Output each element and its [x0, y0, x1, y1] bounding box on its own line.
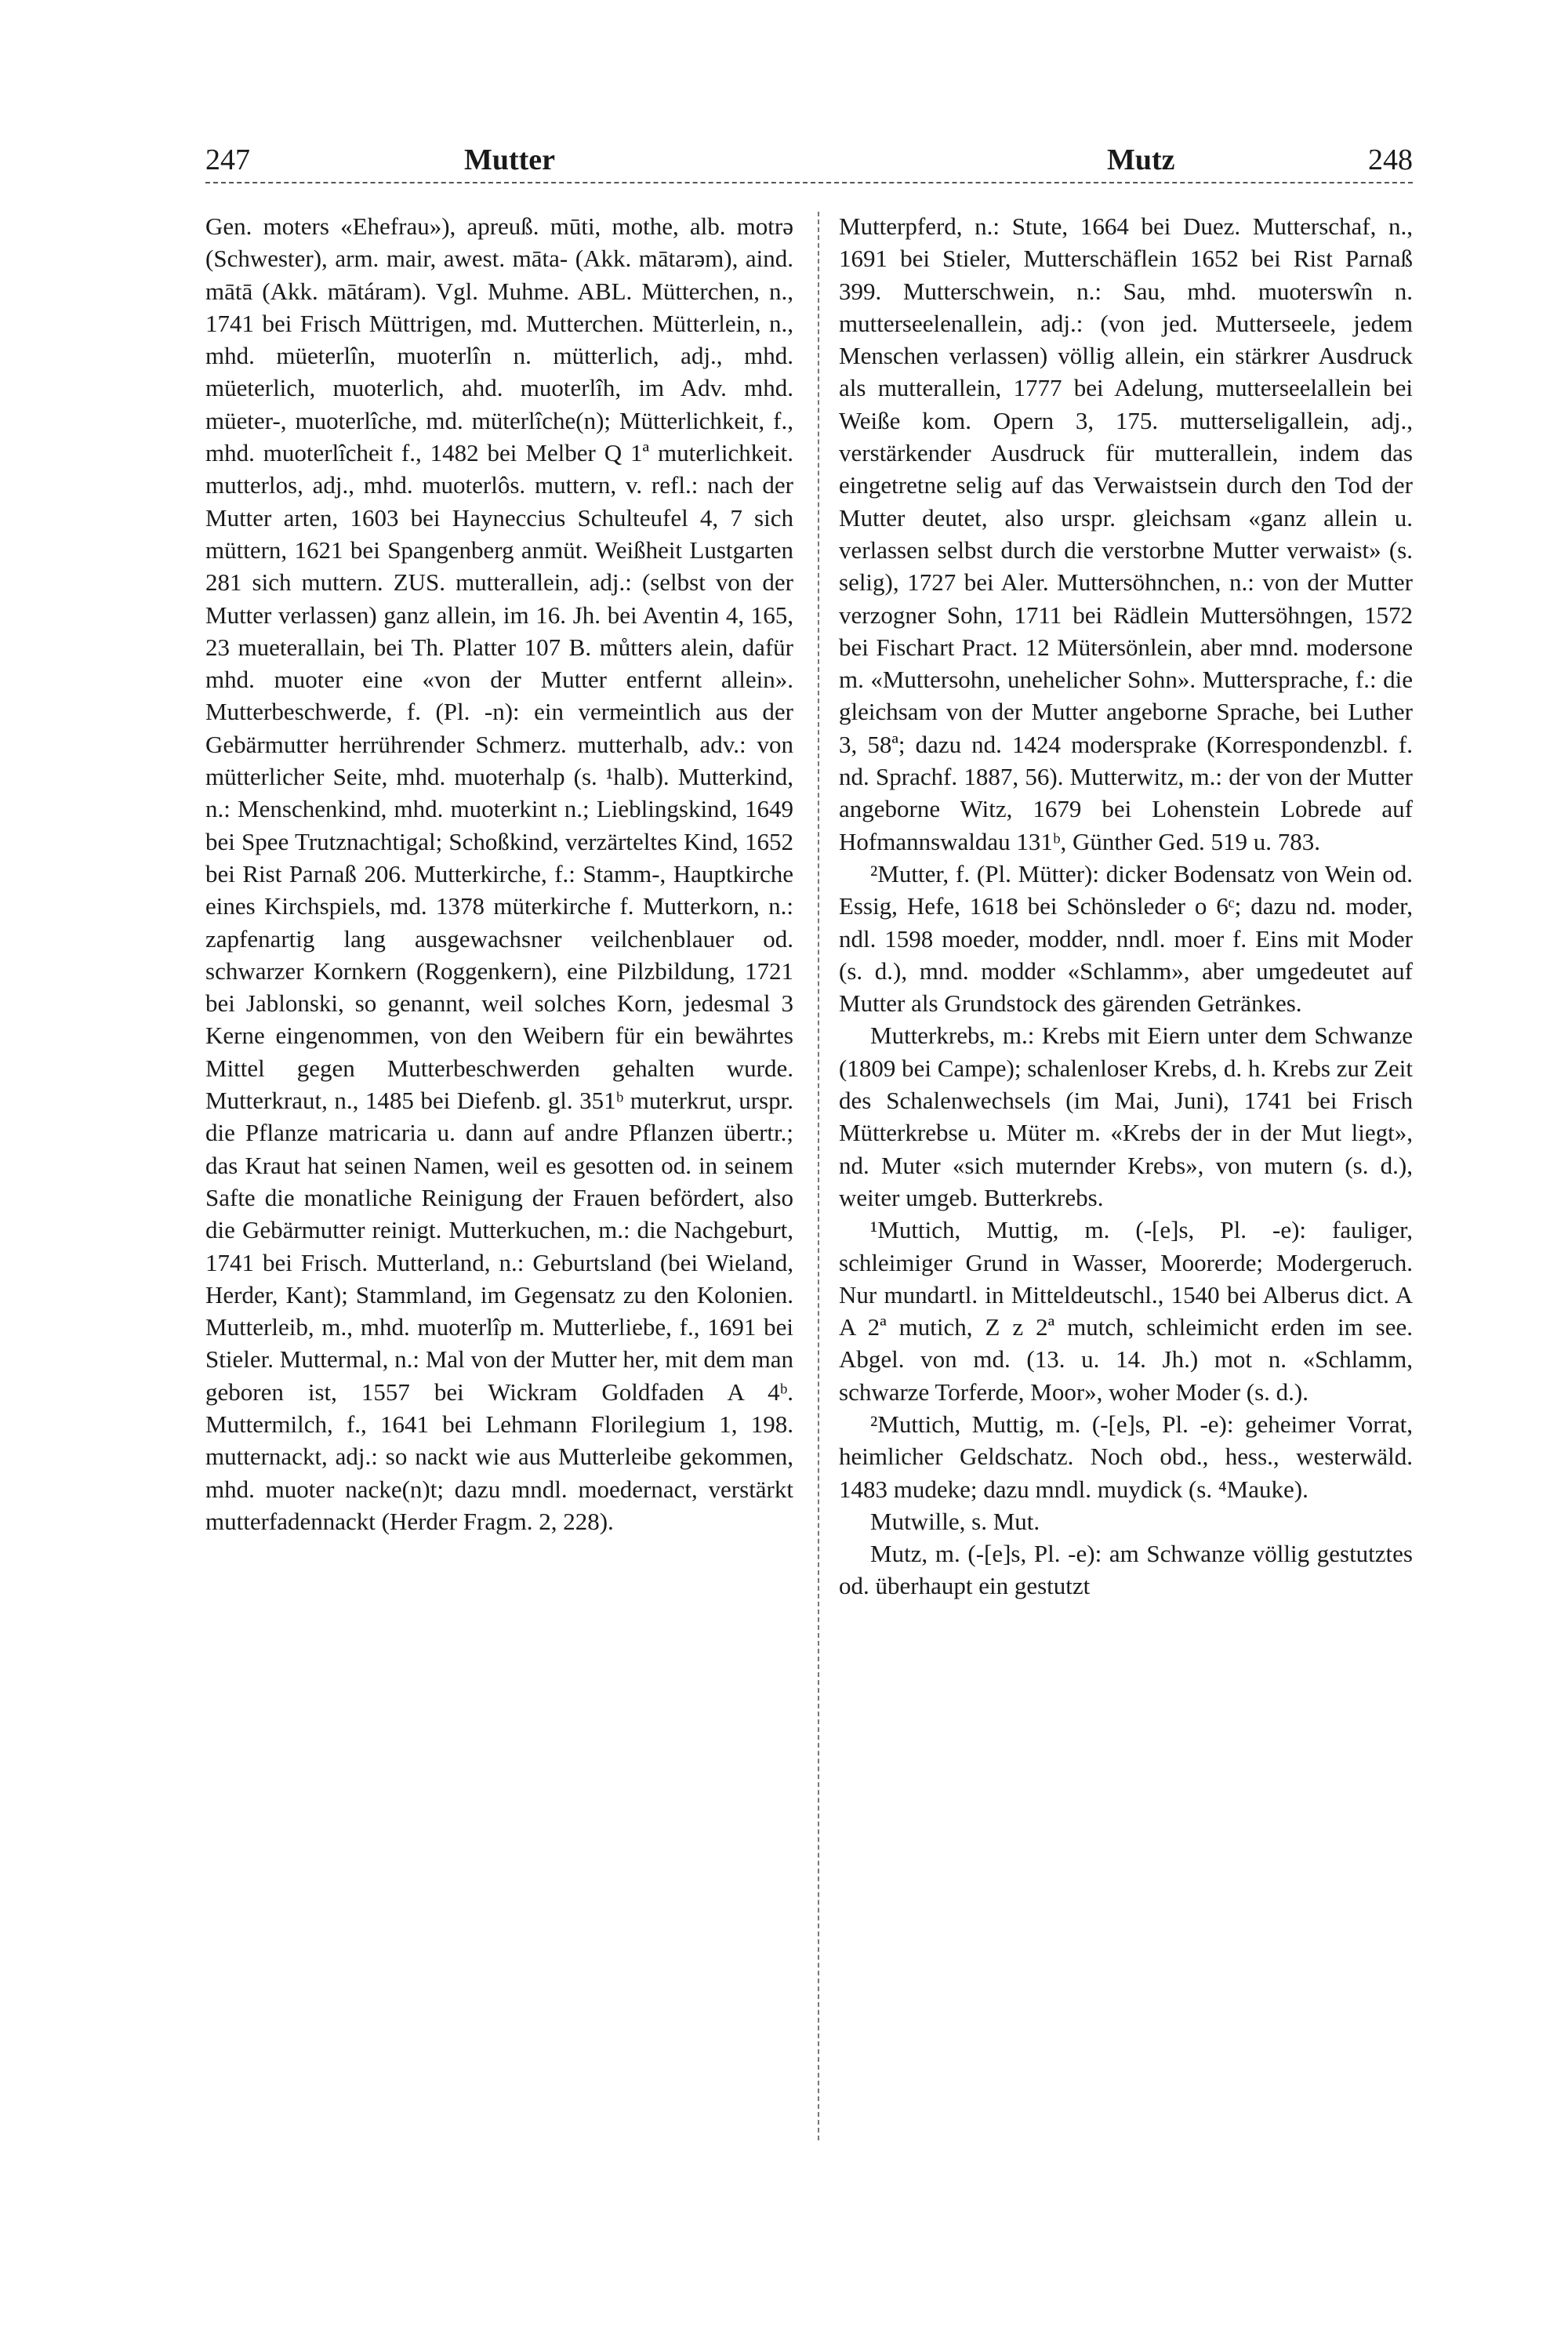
- entry-paragraph: Gen. moters «Ehefrau»), apreuß. mūti, mothe, alb. motrə (Schwester), arm. mair, awest. māta- (Akk. mātarəm), aind. mātā (Akk. mātáram). Vgl. Muhme. ABL. Mütterchen, n., 1741 bei Frisch Müttrigen, md. Mutterchen. Mütterlein, n., mhd. müeterlîn, muoterlîn n. mütterlich, adj., mhd. müeterlich, muoterlich, ahd. muoterlîh, im Adv. mhd. müeter-, muoterlîche, md. müterlîche(n); Mütterlichkeit, f., mhd. muoterlîcheit f., 1482 bei Melber Q 1ª muterlichkeit. mutterlos, adj., mhd. muoterlôs. muttern, v. refl.: nach der Mutter arten, 1603 bei Hayneccius Schulteufel 4, 7 sich müttern, 1621 bei Spangenberg anmüt. Weißheit Lustgarten 281 sich muttern. ZUS. mutterallein, adj.: (selbst von der Mutter verlassen) ganz allein, im 16. Jh. bei Aventin 4, 165, 23 mueterallain, bei Th. Platter 107 B. můtters alein, dafür mhd. muoter eine «von der Mutter entfernt allein». Mutterbeschwerde, f. (Pl. -n): ein vermeintlich aus der Gebärmutter herrührender Schmerz. mutterhalb, adv.: von mütterlicher Seite, mhd. muoterhalp (s. ¹halb). Mutterkind, n.: Menschenkind, mhd. muoterkint n.; Lieblingskind, 1649 bei Spee Trutznachtigal; Schoßkind, verzärteltes Kind, 1652 bei Rist Parnaß 206. Mutterkirche, f.: Stamm-, Hauptkirche eines Kirchspiels, md. 1378 müterkirche f. Mutterkorn, n.: zapfenartig lang ausgewachsner veilchenblauer od. schwarzer Kornkern (Roggenkern), eine Pilzbildung, 1721 bei Jablonski, so genannt, weil solches Korn, jedesmal 3 Kerne eingenommen, von den Weibern für ein bewährtes Mittel gegen Mutterbeschwerden gehalten wurde. Mutterkraut, n., 1485 bei Diefenb. gl. 351ᵇ muterkrut, urspr. die Pflanze matricaria u. dann auf andre Pflanzen übertr.; das Kraut hat seinen Namen, weil es gesotten od. in seinem Safte die monatliche Reinigung der Frauen befördert, also die Gebärmutter reinigt. Mutterkuchen, m.: die Nachgeburt, 1741 bei Frisch. Mutterland, n.: Geburtsland (bei Wieland, Herder, Kant); Stammland, im Gegensatz zu den Kolonien. Mutterleib, m., mhd. muoterlîp m. Mutterliebe, f., 1691 bei Stieler. Muttermal, n.: Mal von der Mutter her, mit dem man geboren ist, 1557 bei Wickram Goldfaden A 4ᵇ. Muttermilch, f., 1641 bei Lehmann Florilegium 1, 198. mutternackt, adj.: so nackt wie aus Mutterleibe gekommen, mhd. muoter nacke(n)t; dazu mndl. moedernact, verstärkt mutterfadennackt (Herder Fragm. 2, 228).: [205, 212, 793, 1535]
- entry-paragraph: Mutz, m. (-[e]s, Pl. -e): am Schwanze völlig gestutztes od. überhaupt ein gestutzt: [839, 1540, 1413, 1600]
- header-rule: [205, 182, 1413, 183]
- left-column: [205, 210, 793, 1537]
- entry-paragraph: Mutterkrebs, m.: Krebs mit Eiern unter dem Schwanze (1809 bei Campe); schalenloser Krebs, d. h. Krebs zur Zeit des Schalenwechsels (im Mai, Juni), 1741 bei Frisch Mütterkrebse u. Müter m. «Krebs der in der Mut liegt», nd. Muter «sich muternder Krebs», von mutern (s. d.), weiter umgeb. Butterkrebs.: [839, 1022, 1413, 1211]
- entry-paragraph: ²Mutter, f. (Pl. Mütter): dicker Bodensatz von Wein od. Essig, Hefe, 1618 bei Schönsleder o 6ᶜ; dazu nd. moder, ndl. 1598 moeder, modder, nndl. moer f. Eins mit Moder (s. d.), mnd. modder «Schlamm», aber umgedeutet auf Mutter als Grundstock des gärenden Getränkes.: [839, 859, 1413, 1018]
- entry-paragraph: ¹Muttich, Muttig, m. (-[e]s, Pl. -e): fauliger, schleimiger Grund in Wasser, Moorerde; Modergeruch. Nur mundartl. in Mitteldeutschl., 1540 bei Alberus dict. A A 2ª mutich, Z z 2ª mutch, schleimicht erden im see. Abgel. von md. (13. u. 14. Jh.) mot n. «Schlamm, schwarze Torferde, Moor», woher Moder (s. d.).: [839, 1216, 1413, 1406]
- entry-paragraph: Mutwille, s. Mut.: [870, 1507, 1040, 1535]
- entry-paragraph: Mutterpferd, n.: Stute, 1664 bei Duez. Mutterschaf, n., 1691 bei Stieler, Mutterschäflein 1652 bei Rist Parnaß 399. Mutterschwein, n.: Sau, mhd. muoterswîn n. mutterseelenallein, adj.: (von jed. Mutterseele, jedem Menschen verlassen) völlig allein, ein stärkrer Ausdruck als mutterallein, 1777 bei Adelung, mutterseelallein bei Weiße kom. Opern 3, 175. mutterseligallein, adj., verstärkender Ausdruck für mutterallein, indem das eingetretne selig auf das Verwaistsein durch den Tod der Mutter deutet, also urspr. gleichsam «ganz allein u. verlassen selbst durch die verstorbne Mutter verwaist» (s. selig), 1727 bei Aler. Muttersöhnchen, n.: von der Mutter verzogner Sohn, 1711 bei Rädlein Muttersöhngen, 1572 bei Fischart Pract. 12 Mütersönlein, aber mnd. modersone m. «Muttersohn, unehelicher Sohn». Muttersprache, f.: die gleichsam von der Mutter angeborne Sprache, bei Luther 3, 58ª; dazu nd. 1424 modersprake (Korrespondenzbl. f. nd. Sprachf. 1887, 56). Mutterwitz, m.: der von der Mutter angeborne Witz, 1679 bei Lohenstein Lobrede auf Hofmannswaldau 131ᵇ, Günther Ged. 519 u. 783.: [839, 212, 1413, 855]
- guide-word-right: Mutz: [1107, 143, 1175, 176]
- page-number-right: 248: [1368, 143, 1413, 176]
- page-number-left: 247: [205, 143, 250, 176]
- right-column: [839, 210, 1413, 1602]
- column-divider: [818, 212, 819, 2140]
- guide-word-left: Mutter: [464, 143, 556, 176]
- entry-paragraph: ²Muttich, Muttig, m. (-[e]s, Pl. -e): geheimer Vorrat, heimlicher Geldschatz. Noch obd., hess., westerwäld. 1483 mudeke; dazu mndl. muydick (s. ⁴Mauke).: [839, 1410, 1413, 1503]
- running-header: [205, 135, 1413, 182]
